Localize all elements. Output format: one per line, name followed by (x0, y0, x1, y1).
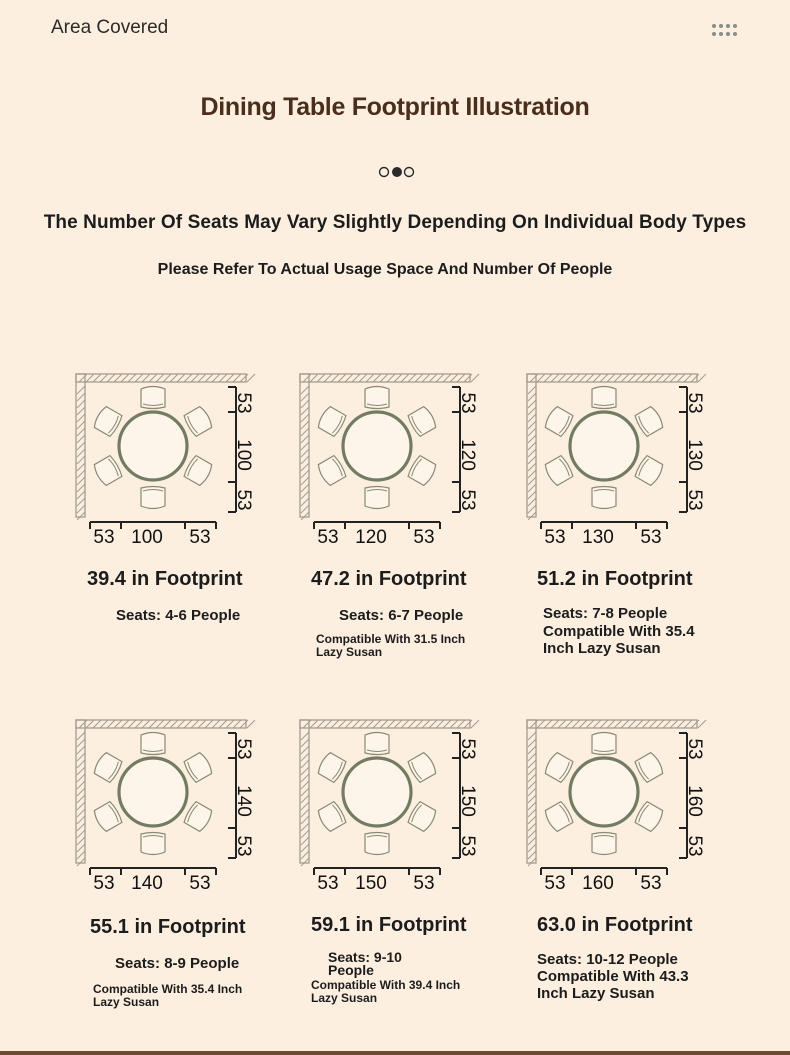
right-diameter-label: 120 (457, 439, 478, 471)
chair-icon (634, 405, 665, 437)
seat-count: Seats: 4-6 People (116, 607, 241, 624)
right-diameter-label: 160 (684, 785, 705, 817)
seat-count: Seats: 7-8 People (543, 605, 668, 622)
chair-icon (592, 833, 616, 855)
bottom-diameter-label: 100 (131, 527, 163, 548)
seat-count: Seats: 9-10 People (328, 949, 402, 978)
chair-icon (365, 487, 389, 509)
lazy-susan-compatibility: Compatible With 35.4 Inch Lazy Susan (543, 623, 695, 657)
footprint-card (75, 372, 295, 672)
bottom-side-label: 53 (544, 527, 566, 548)
chair-icon (365, 833, 389, 855)
table-top (343, 412, 411, 480)
lazy-susan-compatibility: Compatible With 35.4 Inch Lazy Susan (93, 982, 243, 1009)
lazy-susan-compatibility: Compatible With 39.4 Inch Lazy Susan (311, 978, 461, 1005)
bottom-diameter-label: 150 (355, 873, 387, 894)
chair-icon (183, 405, 214, 437)
chair-icon (365, 733, 389, 755)
table-diagram (299, 372, 489, 557)
bottom-side-label: 53 (317, 873, 339, 894)
footprint-size: 63.0 in Footprint (537, 914, 693, 936)
wall-left (76, 374, 85, 520)
page-title: Dining Table Footprint Illustration (200, 93, 590, 121)
chair-icon (183, 751, 214, 783)
right-diameter-label: 140 (233, 785, 254, 817)
footprint-size: 55.1 in Footprint (90, 916, 246, 938)
header-label: Area Covered (51, 17, 169, 38)
pager-dot-1[interactable] (380, 168, 389, 177)
wall-top (300, 374, 479, 382)
bottom-divider (0, 1051, 790, 1055)
right-side-label: 53 (684, 392, 705, 414)
chair-icon (543, 801, 574, 833)
bottom-side-label-2: 53 (640, 873, 662, 894)
table-diagram (299, 718, 489, 903)
chair-icon (92, 405, 123, 437)
bottom-diameter-label: 160 (582, 873, 614, 894)
bottom-diameter-label: 140 (131, 873, 163, 894)
table-top (119, 412, 187, 480)
right-side-label: 53 (233, 392, 254, 414)
chair-icon (316, 405, 347, 437)
chair-icon (316, 801, 347, 833)
bottom-side-label-2: 53 (413, 873, 435, 894)
table-top (570, 758, 638, 826)
wall-top (527, 374, 706, 382)
chair-icon (183, 455, 214, 487)
right-side-label-2: 53 (233, 489, 254, 511)
chair-icon (365, 387, 389, 409)
footprint-size: 51.2 in Footprint (537, 568, 693, 590)
chair-icon (141, 487, 165, 509)
chair-icon (92, 455, 123, 487)
seat-count: Seats: 10-12 People (537, 951, 678, 968)
chair-icon (407, 751, 438, 783)
footprint-size: 47.2 in Footprint (311, 568, 467, 590)
table-diagram (75, 372, 265, 557)
right-side-label-2: 53 (457, 489, 478, 511)
footprint-card (526, 718, 746, 1018)
chair-icon (592, 387, 616, 409)
pager-dot-3[interactable] (405, 168, 414, 177)
chair-icon (316, 455, 347, 487)
lazy-susan-compatibility: Compatible With 31.5 Inch Lazy Susan (316, 632, 466, 659)
footprint-card (526, 372, 746, 672)
table-diagram (75, 718, 265, 903)
chair-icon (407, 455, 438, 487)
right-side-label-2: 53 (684, 489, 705, 511)
chair-icon (592, 487, 616, 509)
chair-icon (92, 751, 123, 783)
wall-left (527, 374, 536, 520)
chair-icon (543, 751, 574, 783)
right-diameter-label: 100 (233, 439, 254, 471)
right-side-label: 53 (233, 738, 254, 760)
chair-icon (634, 455, 665, 487)
chair-icon (634, 801, 665, 833)
table-top (119, 758, 187, 826)
chair-icon (92, 801, 123, 833)
table-diagram (526, 372, 716, 557)
bottom-side-label: 53 (317, 527, 339, 548)
wall-top (76, 720, 255, 728)
table-top (570, 412, 638, 480)
right-diameter-label: 130 (684, 439, 705, 471)
right-side-label: 53 (457, 738, 478, 760)
footprint-card (299, 372, 519, 672)
wall-left (300, 720, 309, 866)
bottom-side-label: 53 (93, 527, 115, 548)
seat-count: Seats: 8-9 People (115, 955, 240, 972)
right-side-label-2: 53 (457, 835, 478, 857)
chair-icon (141, 733, 165, 755)
bottom-side-label: 53 (544, 873, 566, 894)
bottom-side-label-2: 53 (189, 873, 211, 894)
chair-icon (316, 751, 347, 783)
chair-icon (543, 405, 574, 437)
usage-note: Please Refer To Actual Usage Space And Number Of People (157, 261, 613, 278)
wall-left (76, 720, 85, 866)
wall-left (300, 374, 309, 520)
bottom-diameter-label: 120 (355, 527, 387, 548)
chair-icon (543, 455, 574, 487)
wall-top (527, 720, 706, 728)
bottom-diameter-label: 130 (582, 527, 614, 548)
lazy-susan-compatibility: Compatible With 43.3 Inch Lazy Susan (537, 968, 689, 1002)
wall-top (300, 720, 479, 728)
pager[interactable] (378, 165, 416, 179)
footprint-card (75, 718, 295, 1018)
subtitle: The Number Of Seats May Vary Slightly Depending On Individual Body Types (43, 212, 747, 233)
chair-icon (141, 387, 165, 409)
footprint-card (299, 718, 519, 1018)
dots-grid-icon[interactable] (711, 23, 741, 37)
chair-icon (407, 801, 438, 833)
right-side-label: 53 (684, 738, 705, 760)
chair-icon (183, 801, 214, 833)
bottom-side-label-2: 53 (189, 527, 211, 548)
chair-icon (141, 833, 165, 855)
chair-icon (592, 733, 616, 755)
footprint-size: 39.4 in Footprint (87, 568, 243, 590)
bottom-side-label-2: 53 (640, 527, 662, 548)
table-diagram (526, 718, 716, 903)
right-side-label-2: 53 (684, 835, 705, 857)
wall-top (76, 374, 255, 382)
footprint-size: 59.1 in Footprint (311, 914, 467, 936)
right-diameter-label: 150 (457, 785, 478, 817)
right-side-label: 53 (457, 392, 478, 414)
table-top (343, 758, 411, 826)
chair-icon (634, 751, 665, 783)
seat-count: Seats: 6-7 People (339, 607, 464, 624)
pager-dot-2-active[interactable] (392, 167, 402, 177)
bottom-side-label-2: 53 (413, 527, 435, 548)
right-side-label-2: 53 (233, 835, 254, 857)
wall-left (527, 720, 536, 866)
chair-icon (407, 405, 438, 437)
bottom-side-label: 53 (93, 873, 115, 894)
